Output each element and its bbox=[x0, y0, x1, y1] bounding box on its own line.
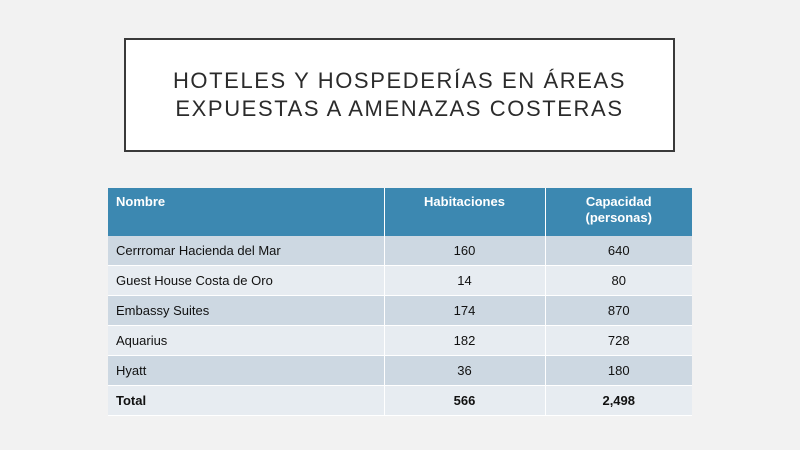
hotels-table bbox=[108, 188, 692, 416]
table-row bbox=[108, 236, 692, 266]
cell-name: Embassy Suites bbox=[108, 296, 384, 326]
header-capacidad-line-2: (personas) bbox=[585, 210, 652, 225]
table-total-row bbox=[108, 386, 692, 416]
table-row bbox=[108, 296, 692, 326]
total-capacity: 2,498 bbox=[545, 386, 692, 416]
title-line-1: HOTELES Y HOSPEDERÍAS EN ÁREAS bbox=[172, 68, 627, 93]
header-nombre: Nombre bbox=[108, 188, 384, 236]
total-label: Total bbox=[108, 386, 384, 416]
cell-rooms: 174 bbox=[384, 296, 545, 326]
cell-capacity: 728 bbox=[545, 326, 692, 356]
table-row bbox=[108, 326, 692, 356]
cell-capacity: 640 bbox=[545, 236, 692, 266]
cell-capacity: 180 bbox=[545, 356, 692, 386]
table-row bbox=[108, 356, 692, 386]
header-habitaciones: Habitaciones bbox=[384, 188, 545, 236]
cell-name: Hyatt bbox=[108, 356, 384, 386]
title-line-2: EXPUESTAS A AMENAZAS COSTERAS bbox=[175, 96, 624, 121]
cell-name: Guest House Costa de Oro bbox=[108, 266, 384, 296]
cell-name: Cerrromar Hacienda del Mar bbox=[108, 236, 384, 266]
cell-rooms: 160 bbox=[384, 236, 545, 266]
cell-rooms: 182 bbox=[384, 326, 545, 356]
cell-capacity: 80 bbox=[545, 266, 692, 296]
header-capacidad-line-1: Capacidad bbox=[585, 194, 652, 209]
cell-rooms: 36 bbox=[384, 356, 545, 386]
total-rooms: 566 bbox=[384, 386, 545, 416]
cell-capacity: 870 bbox=[545, 296, 692, 326]
cell-rooms: 14 bbox=[384, 266, 545, 296]
table-header-row bbox=[108, 188, 692, 236]
table-row bbox=[108, 266, 692, 296]
cell-name: Aquarius bbox=[108, 326, 384, 356]
slide-title bbox=[124, 38, 675, 152]
header-capacidad bbox=[545, 188, 692, 236]
